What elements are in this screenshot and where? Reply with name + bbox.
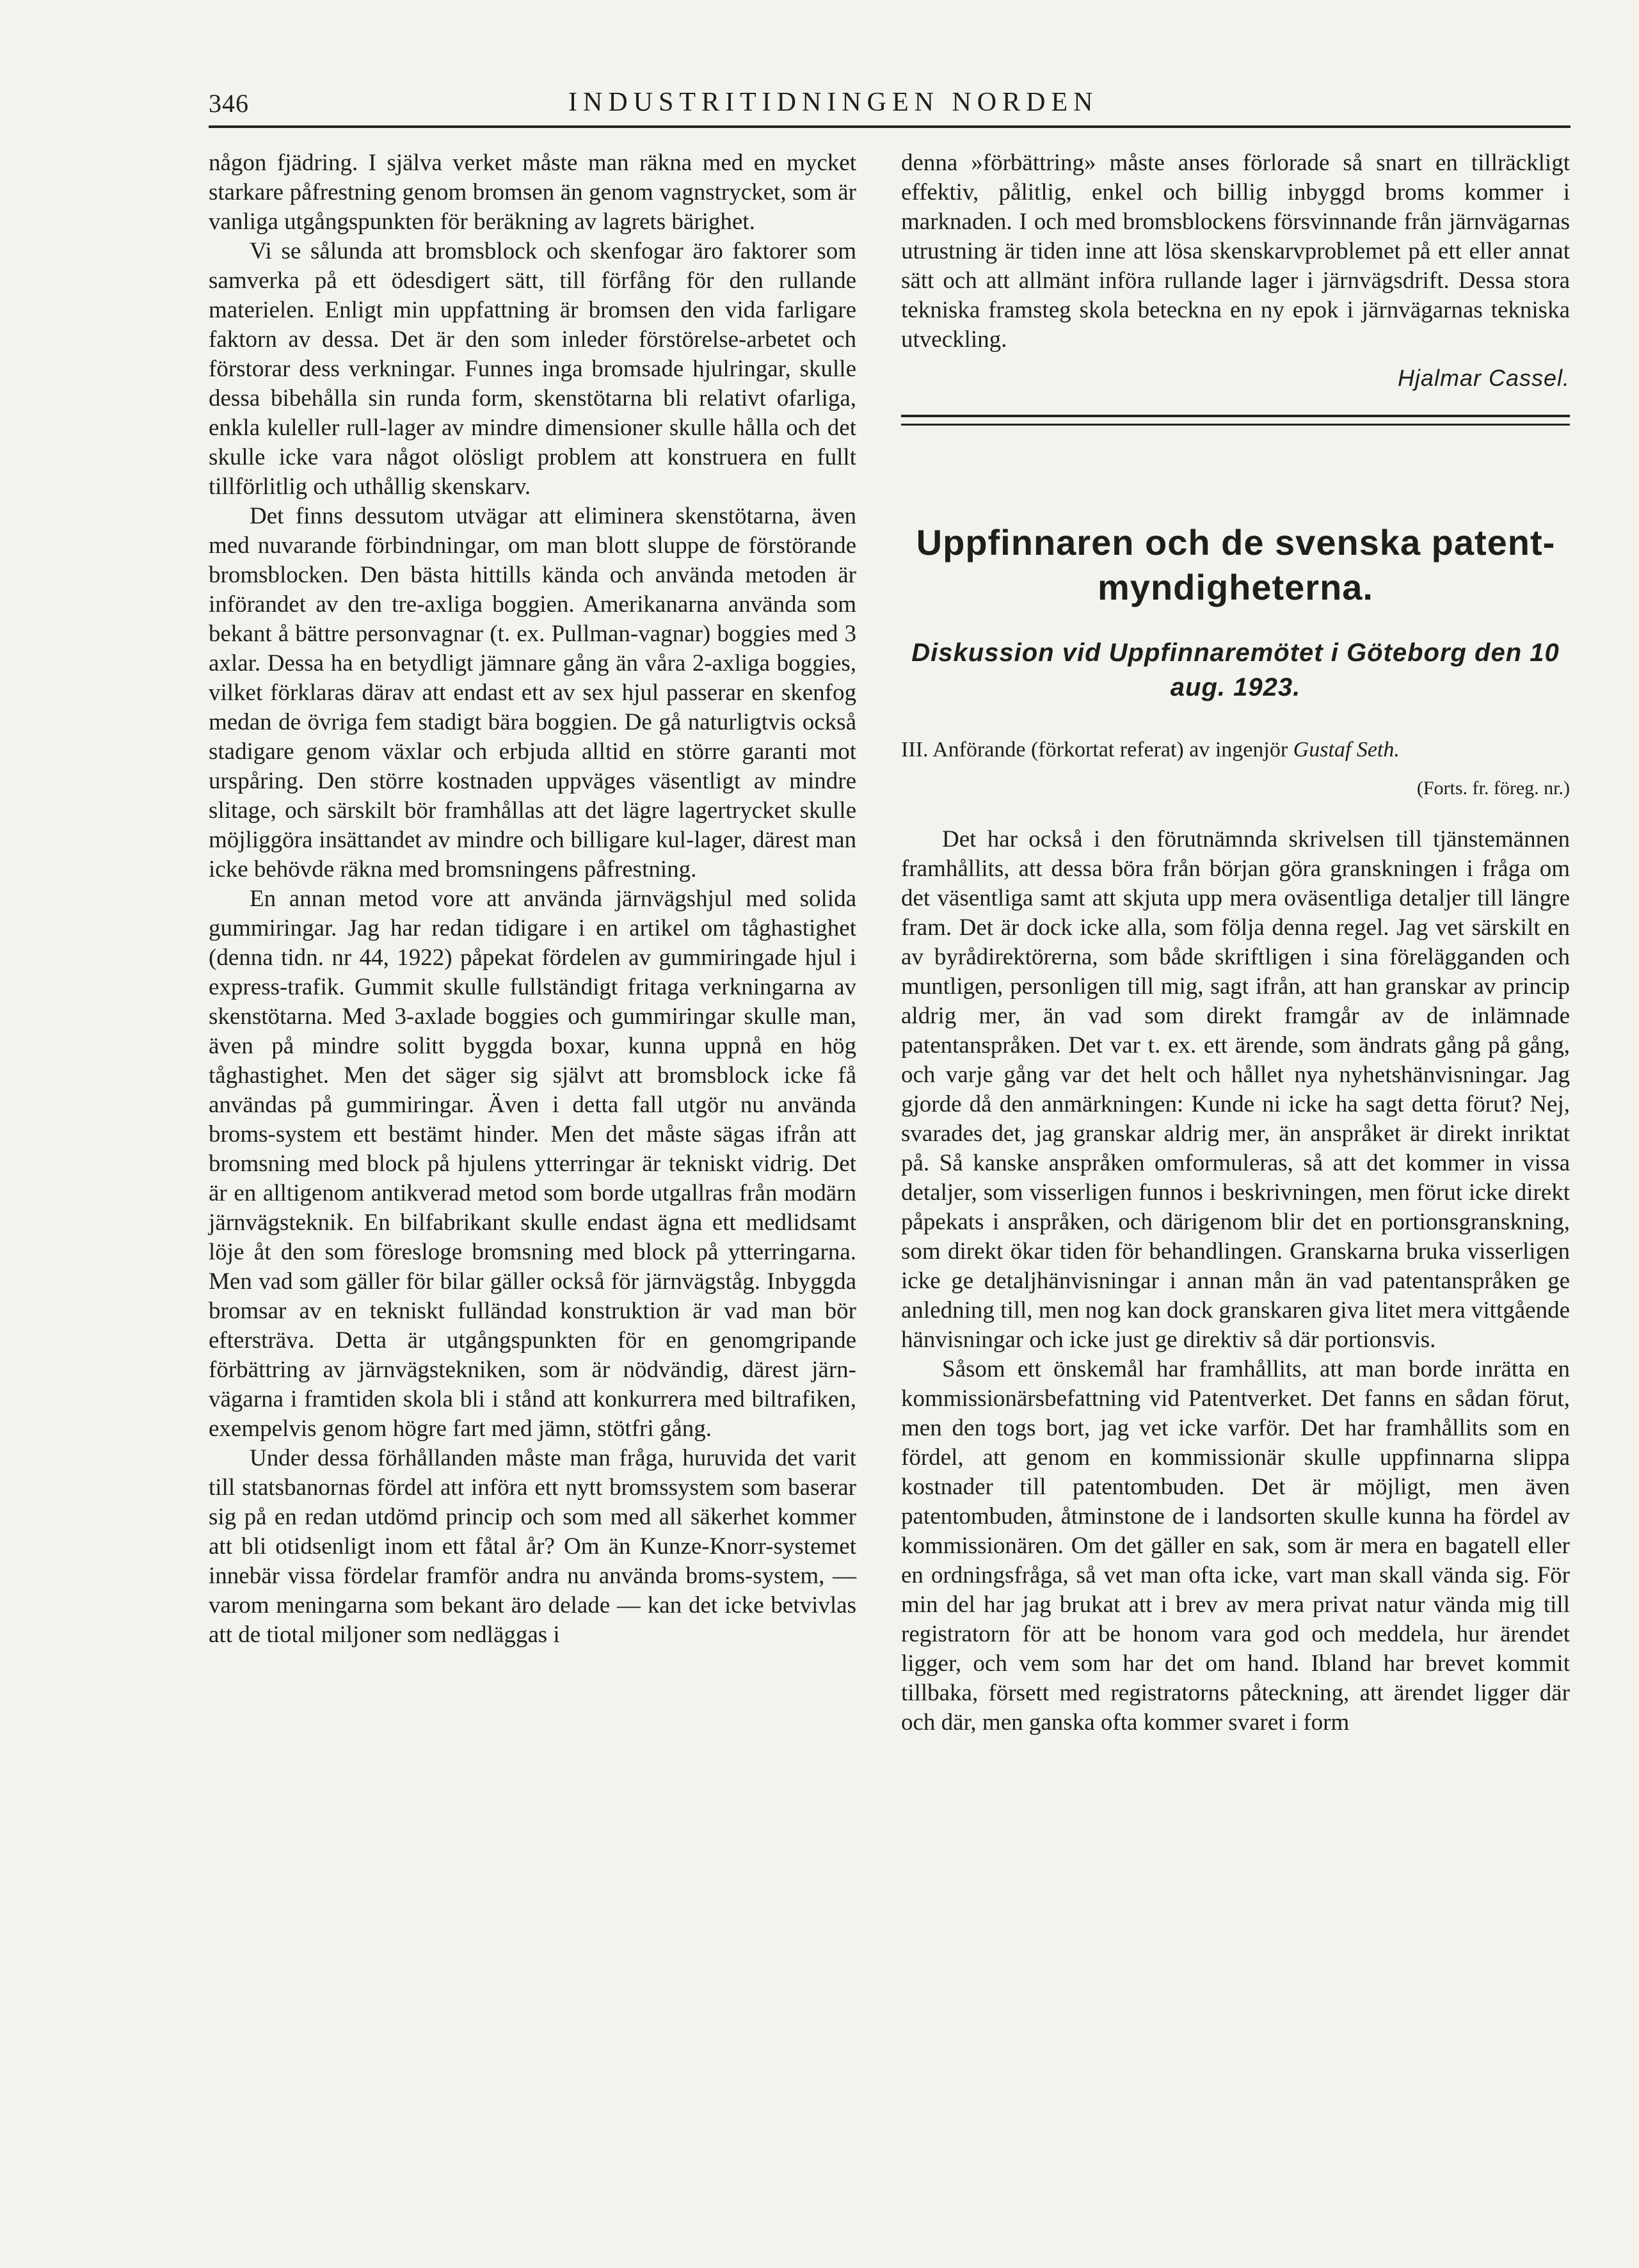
page-number: 346 (209, 89, 249, 118)
right-column (901, 148, 1570, 1737)
paragraph: någon fjädring. I själva verket måste man räkna med en mycket starkare påfrestning genom bromsen än genom vagnstrycket, som är vanliga utgångspunkten för beräkning av lagrets bärighet. (209, 150, 856, 235)
author-signature: Hjalmar Cassel. (1397, 365, 1570, 391)
article-subtitle: Diskussion vid Uppfinnaremötet i Göteborg den 10 aug. 1923. (911, 639, 1560, 701)
paragraph: Såsom ett önskemål har framhållits, att man borde inrätta en kommissionärsbefattning vid Patentverket. Det fanns en sådan förut, men den togs bort, jag vet icke varför. Det har framhållits som en fördel, att genom en kommissionär skulle uppfinnarna slippa kostnader till patentombuden. Det är möjligt, men även patentombuden, åtminstone de i landsorten skulle kunna ha fördel av kommissionären. Om det gäller en sak, som är mera en bagatell eller en ordningsfråga, så vet man ofta icke, vart man skall vända sig. För min del har jag brukat att i brev av mera privat natur vända mig till registratorn för att be honom vara god och meddela, hur ärendet ligger, och vem som har det om hand. Ibland har brevet kommit tillbaka, försett med registratorns påteckning, att ärendet ligger där och där, men ganska ofta kommer svaret i form (901, 1356, 1570, 1736)
journal-title: INDUSTRITIDNINGEN NORDEN (568, 88, 1099, 117)
header-rule (209, 125, 1571, 128)
paragraph: Det har också i den förutnämnda skrivelsen till tjänstemännen framhållits, att dessa böra från början göra granskningen i fråga om det väsentliga samt att skjuta upp mera oväsentliga detaljer till längre fram. Det är dock icke alla, som följa denna regel. Jag vet särskilt en av byrådirektörerna, som både skriftligen i sina förelägganden och muntligen, personligen till mig, sagt ifrån, att han granskar av princip aldrig mer, än vad som direkt framgår av de inlämnade patentanspråken. Det var t. ex. ett ärende, som ändrats gång på gång, och varje gång var det helt och hållet nya nyhetshänvisningar. Jag gjorde då den anmärkningen: Kunde ni icke ha sagt detta förut? Nej, svarades det, jag granskar aldrig mer, än anspråket är direkt inriktat på. Så kanske anspråken omformuleras, så att det kommer in vissa detaljer, som visserligen funnos i beskrivningen, men förut icke direkt påpekats i anspråken, och därigenom blir det en portionsgranskning, som direkt ökar tiden för behandlingen. Granskarna bruka visserligen icke ge detaljhänvisningar i annan mån än vad patentanspråken ge anledning till, men nog kan dock granskaren giva litet mera vittgående hänvisningar och icke just ge direktiv så där portionsvis. (901, 826, 1570, 1353)
speaker-name: Gustaf Seth. (1293, 738, 1400, 762)
continued-note: (Forts. fr. föreg. nr.) (1416, 778, 1570, 799)
article-separator-rule (901, 415, 1570, 426)
speaker-prefix: III. Anförande (förkortat referat) av ingenjör (901, 738, 1293, 762)
speaker-line (901, 735, 1570, 765)
paragraph: Vi se sålunda att bromsblock och skenfogar äro faktorer som samverka på ett ödesdigert sätt, till förfång för den rullande materielen. Enligt min uppfattning är bromsen den vida farligare faktorn av dessa. Det är den som inleder förstörelse-arbetet och förstorar dess verkningar. Funnes inga bromsade hjulringar, skulle dessa bibehålla sin runda form, skenstötarna bli relativt ofarliga, enkla kuleller rull-lager av mindre dimensioner skulle hålla och det skulle icke vara något olösligt problem att konstruera en fullt tillförlitlig och uthållig skenskarv. (209, 238, 856, 500)
left-column (209, 148, 856, 1650)
paragraph: Det finns dessutom utvägar att eliminera skenstötarna, även med nuvarande förbindningar, om man blott sluppe de förstörande bromsblocken. Den bästa hittills kända och använda metoden är införandet av den tre-axliga boggien. Amerikanarna använda som bekant å bättre personvagnar (t. ex. Pullman-vagnar) boggies med 3 axlar. Dessa ha en betydligt jämnare gång än våra 2-axliga boggies, vilket förklaras därav att endast ett av sex hjul passerar en skenfog medan de övriga fem stadigt bära boggien. De gå naturligtvis också stadigare genom växlar och erbjuda alltid en större garanti mot urspåring. Den större kostnaden uppväges väsentligt av mindre slitage, och särskilt bör framhållas att det lägre lagertrycket skulle möjliggöra insättandet av mindre och billigare kul-lager, därest man icke behövde räkna med bromsningens påfrestning. (209, 503, 856, 882)
page-header (209, 84, 1571, 123)
previous-article-continuation: denna »förbättring» måste anses förlorade så snart en tillräckligt effektiv, pålitlig, enkel och billig inbyggd broms kommer i marknaden. I och med bromsblockens försvinnande från järnvägarnas utrustning är tiden inne att lösa skenskarvproblemet på ett eller annat sätt och att allmänt införa rullande lager i järnvägsdrift. Dessa stora tekniska framsteg skola beteckna en ny epok i järnvägarnas tekniska utveckling. (901, 150, 1570, 353)
article-title: Uppfinnaren och de svenska patentmyndigheterna. (916, 522, 1555, 607)
paragraph: Under dessa förhållanden måste man fråga, huruvida det varit till statsbanornas fördel att införa ett nytt bromssystem som baserar sig på en redan utdömd princip och som med all säkerhet kommer att bli otidsenligt inom ett fåtal år? Om än Kunze-Knorr-systemet innebär vissa fördelar framför andra nu använda broms-system, — varom meningarna som bekant äro delade — kan det icke betvivlas att de tiotal miljoner som nedläggas i (209, 1445, 856, 1648)
paragraph: En annan metod vore att använda järnvägshjul med solida gummiringar. Jag har redan tidigare i en artikel om tåghastighet (denna tidn. nr 44, 1922) påpekat fördelen av gummiringade hjul i express-trafik. Gummit skulle fullständigt fritaga verkningarna av skenstötarna. Med 3-axlade boggies och gummiringar skulle man, även på mindre solitt byggda boxar, kunna uppnå en hög tåghastighet. Men det säger sig självt att bromsblock icke få användas på gummiringar. Även i detta fall utgör nu använda broms-system ett bestämt hinder. Men det måste sägas ifrån att bromsning med block på hjulens ytterringar är tekniskt vidrig. Det är en alltigenom antikverad metod som borde utgallras från modärn järnvägsteknik. En bilfabrikant skulle endast ägna ett medlidsamt löje åt den som föresloge bromsning med block på ytterringarna. Men vad som gäller för bilar gäller också för järnvägståg. Inbyggda bromsar av en tekniskt fulländad konstruktion är vad man bör eftersträva. Detta är utgångspunkten för en genomgripande förbättring av järnvägstekniken, som är nödvändig, därest järnvägarna i framtiden skola bli i stånd att konkurrera med biltrafiken, exempelvis genom högre fart med jämn, stötfri gång. (209, 886, 856, 1442)
